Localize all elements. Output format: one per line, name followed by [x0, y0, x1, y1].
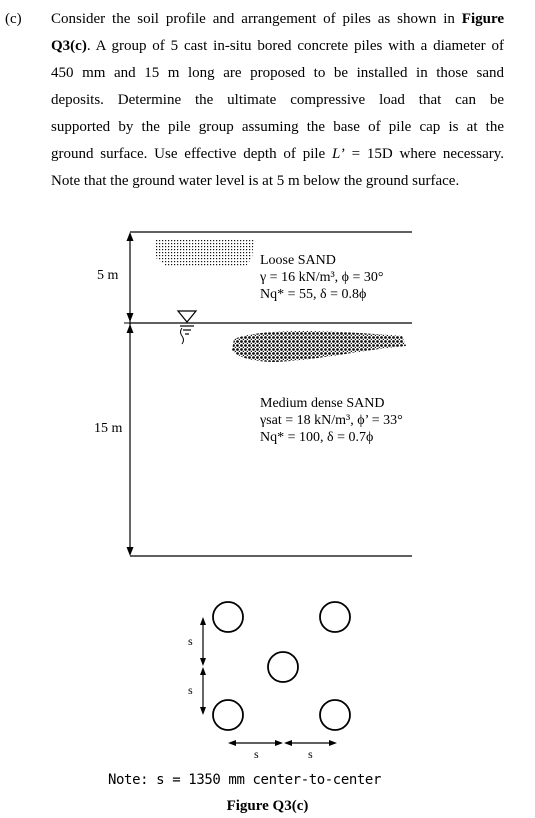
medium-sand-hatch — [232, 331, 406, 362]
layer1-name: Loose SAND — [260, 253, 336, 268]
pile-circle — [268, 652, 298, 682]
question-label: (c) — [5, 11, 22, 27]
spacing-label: s — [188, 683, 193, 697]
dim-arrow-mid-up — [127, 324, 134, 333]
dimension-15m: 15 m — [94, 421, 123, 436]
layer2-props2: Nq* = 100, δ = 0.7ϕ — [260, 430, 374, 445]
paragraph-line-5: supported by the pile group assuming the base of pile cap is at the — [51, 119, 504, 135]
pile-circle — [320, 602, 350, 632]
layer1-properties — [260, 252, 384, 303]
layer1-props1: γ = 16 kN/m³, ϕ = 30° — [260, 270, 384, 285]
layer2-props1: γsat = 18 kN/m³, ϕ’ = 33° — [260, 413, 403, 428]
paragraph-line-1: Consider the soil profile and arrangement of piles as shown in Figure — [51, 11, 504, 27]
spacing-label: s — [254, 747, 259, 761]
dim-arrow-mid-down — [127, 313, 134, 322]
layer2-properties — [260, 395, 403, 446]
paragraph-line-4: deposits. Determine the ultimate compressive load that can be — [51, 92, 504, 108]
paragraph-line-3: 450 mm and 15 m long are proposed to be installed in those sand — [51, 65, 504, 81]
pile-circle — [213, 602, 243, 632]
paragraph-line-2: Q3(c). A group of 5 cast in-situ bored concrete piles with a diameter of — [51, 38, 504, 54]
paragraph-line-7: Note that the ground water level is at 5 m below the ground surface. — [51, 173, 460, 189]
dim-arrow-top — [127, 232, 134, 241]
spacing-label: s — [308, 747, 313, 761]
figure-caption: Figure Q3(c) — [226, 798, 309, 814]
paragraph-line-6: ground surface. Use effective depth of pile L’ = 15D where necessary. — [51, 146, 505, 162]
pile-circle — [213, 700, 243, 730]
layer1-props2: Nq* = 55, δ = 0.8ϕ — [260, 287, 367, 302]
spacing-label: s — [188, 634, 193, 648]
pile-circle — [320, 700, 350, 730]
loose-sand-hatch — [156, 240, 254, 266]
layer2-name: Medium dense SAND — [260, 396, 385, 411]
water-table-icon — [178, 311, 196, 344]
spacing-note: Note: s = 1350 mm center-to-center — [108, 772, 381, 788]
dimension-5m: 5 m — [97, 268, 119, 283]
dim-arrow-bottom — [127, 547, 134, 556]
